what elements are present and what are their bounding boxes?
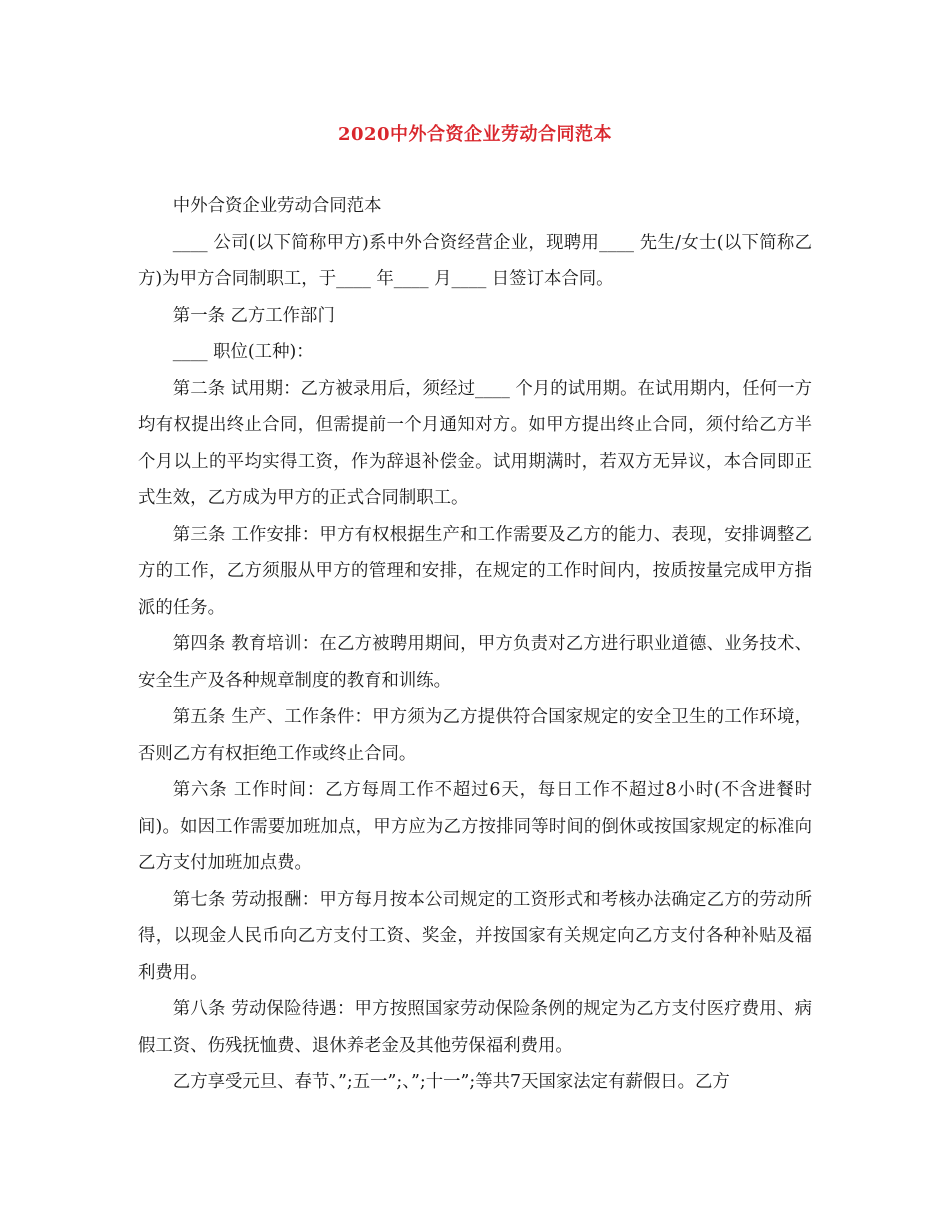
- paragraph-holidays: 乙方享受元旦、春节、”;五一”;、”;十一”;等共7天国家法定有薪假日。乙方: [172, 1072, 730, 1092]
- paragraph-position: ____ 职位(工种)：: [172, 342, 314, 362]
- document-title: 2020中外合资企业劳动合同范本: [337, 124, 613, 145]
- paragraph-article-7: 第七条 劳动报酬：甲方每月按本公司规定的工资形式和考核办法确定乙方的劳动所得，以现金人民币向乙方支付工资、奖金，并按国家有关规定向乙方支付各种补贴及福利费用。: [138, 889, 812, 983]
- paragraph-article-6: 第六条 工作时间：乙方每周工作不超过6天，每日工作不超过8小时(不含进餐时间)。如因工作需要加班加点，甲方应为乙方按排同等时间的倒休或按国家规定的标准向乙方支付加班加点费。: [138, 780, 812, 873]
- paragraph-preamble: ____ 公司(以下简称甲方)系中外合资经营企业，现聘用____ 先生/女士(以下简称乙方)为甲方合同制职工，于____ 年____ 月____ 日签订本合同。: [138, 232, 812, 289]
- paragraph-article-3: 第三条 工作安排：甲方有权根据生产和工作需要及乙方的能力、表现，安排调整乙方的工作，乙方须服从甲方的管理和安排，在规定的工作时间内，按质按量完成甲方指派的任务。: [138, 524, 812, 618]
- paragraph-article-5: 第五条 生产、工作条件：甲方须为乙方提供符合国家规定的安全卫生的工作环境，否则乙方有权拒绝工作或终止合同。: [138, 707, 812, 764]
- paragraph-article-1: 第一条 乙方工作部门: [172, 305, 335, 326]
- paragraph-article-8: 第八条 劳动保险待遇：甲方按照国家劳动保险条例的规定为乙方支付医疗费用、病假工资、伤残抚恤费、退休养老金及其他劳保福利费用。: [138, 999, 812, 1056]
- paragraph-article-4: 第四条 教育培训：在乙方被聘用期间，甲方负责对乙方进行职业道德、业务技术、安全生产及各种规章制度的教育和训练。: [138, 634, 812, 691]
- document-body: [138, 188, 812, 1101]
- paragraph-heading: 中外合资企业劳动合同范本: [172, 196, 382, 216]
- paragraph-article-2: 第二条 试用期：乙方被录用后，须经过____ 个月的试用期。在试用期内，任何一方均有权提出终止合同，但需提前一个月通知对方。如甲方提出终止合同，须付给乙方半个月以上的平均实得工资，作为辞退补偿金。试用期满时，若双方无异议，本合同即正式生效，乙方成为甲方的正式合同制职工。: [138, 378, 812, 508]
